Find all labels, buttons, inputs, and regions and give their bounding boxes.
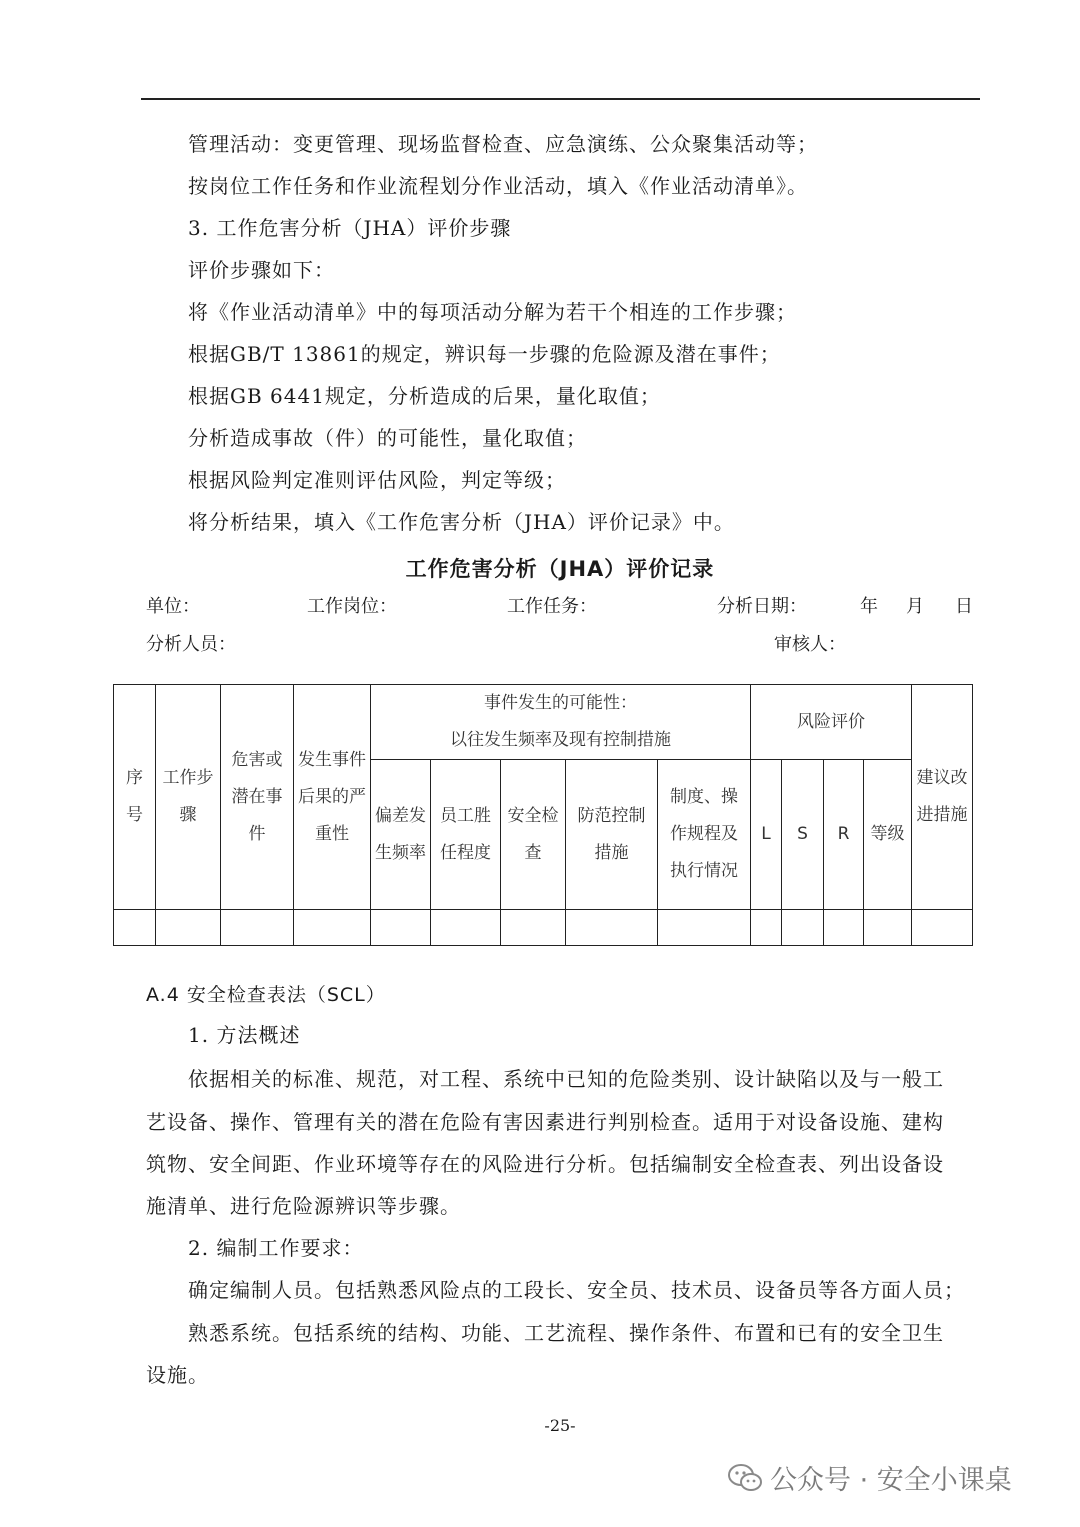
table-row [114,910,973,946]
header-seq: 序号 [114,685,156,910]
paragraph-line: 熟悉系统。包括系统的结构、功能、工艺流程、操作条件、布置和已有的安全卫生 [188,1321,944,1345]
body-line: 根据GB 6441规定，分析造成的后果，量化取值； [188,384,661,408]
paragraph-line: 确定编制人员。包括熟悉风险点的工段长、安全员、技术员、设备员等各方面人员； [188,1278,965,1302]
body-line: 将分析结果，填入《工作危害分析（JHA）评价记录》中。 [188,510,735,534]
header-rule [141,98,980,100]
header-prevention: 防范控制措施 [566,760,658,910]
subheading-2: 2. 编制工作要求： [188,1236,364,1260]
table-cell [156,910,221,946]
likelihood-line-1: 事件发生的可能性： [484,693,637,713]
header-severity: 发生事件后果的严重性 [294,685,371,910]
page-number: -25- [544,1416,576,1435]
table-title: 工作危害分析（JHA）评价记录 [405,557,715,581]
header-risk: 风险评价 [751,685,912,760]
paragraph-line: 筑物、安全间距、作业环境等存在的风险进行分析。包括编制安全检查表、列出设备设 [146,1152,944,1176]
header-inspection: 安全检查 [501,760,566,910]
header-L: L [751,760,782,910]
table-cell [864,910,912,946]
header-deviation: 偏差发生频率 [371,760,431,910]
body-line: 根据GB/T 13861的规定，辨识每一步骤的危险源及潜在事件； [188,342,781,366]
body-line: 根据风险判定准则评估风险，判定等级； [188,468,566,492]
table-cell [751,910,782,946]
table-cell [658,910,751,946]
meta-reviewer: 审核人： [774,634,846,655]
header-step: 工作步骤 [156,685,221,910]
meta-task: 工作任务： [507,596,597,617]
paragraph-line: 施清单、进行危险源辨识等步骤。 [146,1194,461,1218]
table-cell [114,910,156,946]
header-likelihood [371,685,751,760]
body-line: 管理活动：变更管理、现场监督检查、应急演练、公众聚集活动等； [188,132,818,156]
jha-table [113,684,973,946]
table-cell [431,910,501,946]
meta-unit: 单位： [146,596,200,617]
body-line: 按岗位工作任务和作业流程划分作业活动，填入《作业活动清单》。 [188,174,808,198]
header-S: S [782,760,824,910]
table-cell [566,910,658,946]
subheading-1: 1. 方法概述 [188,1023,301,1047]
meta-date: 分析日期： [717,596,807,617]
body-line: 将《作业活动清单》中的每项活动分解为若干个相连的工作步骤； [188,300,797,324]
watermark-text: 公众号 · 安全小课桌 [770,1465,1012,1496]
wechat-icon [728,1463,762,1493]
table-cell [912,910,973,946]
header-grade: 等级 [864,760,912,910]
meta-analyst: 分析人员： [146,634,236,655]
table-cell [371,910,431,946]
paragraph-line: 艺设备、操作、管理有关的潜在危险有害因素进行判别检查。适用于对设备设施、建构 [146,1110,944,1134]
paragraph-line: 依据相关的标准、规范，对工程、系统中已知的危险类别、设计缺陷以及与一般工 [188,1067,944,1091]
watermark [728,1458,1012,1497]
body-line: 评价步骤如下： [188,258,335,282]
meta-year: 年 [860,596,878,617]
header-hazard: 危害或潜在事件 [221,685,294,910]
section-heading: A.4 安全检查表法（SCL） [146,984,386,1006]
paragraph-line: 设施。 [146,1363,209,1387]
meta-month: 月 [906,596,924,617]
table-cell [294,910,371,946]
table-cell [824,910,864,946]
body-line: 分析造成事故（件）的可能性，量化取值； [188,426,587,450]
likelihood-line-2: 以往发生频率及现有控制措施 [450,730,671,750]
header-R: R [824,760,864,910]
header-procedure: 制度、操作规程及执行情况 [658,760,751,910]
table-cell [782,910,824,946]
meta-day: 日 [955,596,973,617]
header-competence: 员工胜任程度 [431,760,501,910]
header-suggest: 建议改进措施 [912,685,973,910]
step-heading: 3. 工作危害分析（JHA）评价步骤 [188,216,512,240]
table-cell [501,910,566,946]
meta-post: 工作岗位： [307,596,397,617]
table-cell [221,910,294,946]
